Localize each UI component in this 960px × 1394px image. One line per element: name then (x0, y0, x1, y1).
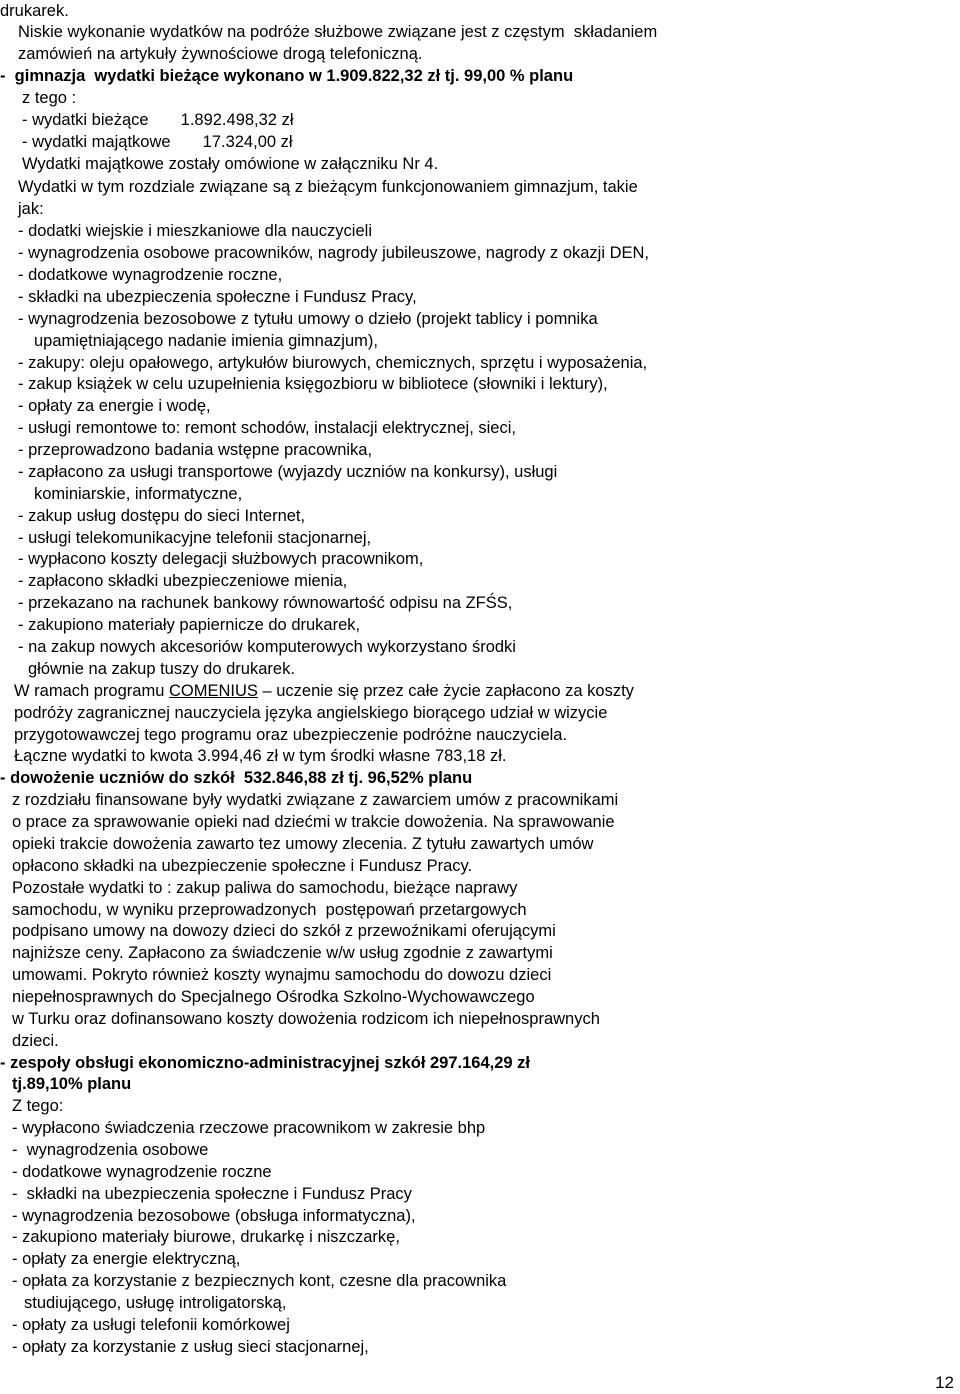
list-item: - zakupy: oleju opałowego, artykułów biurowych, chemicznych, sprzętu i wyposażenia, (18, 354, 648, 372)
list-item: - opłaty za korzystanie z usług sieci stacjonarnej, (12, 1338, 369, 1356)
list-item: - dodatkowe wynagrodzenie roczne, (18, 266, 283, 284)
text-line: o prace za sprawowanie opieki nad dziećmi w trakcie dowożenia. Na sprawowanie (12, 813, 615, 831)
section-heading: - gimnazja wydatki bieżące wykonano w 1.909.822,32 zł tj. 99,00 % planu (0, 67, 574, 85)
list-item: - opłaty za energie i wodę, (18, 397, 211, 415)
section-heading-continuation: tj.89,10% planu (12, 1075, 132, 1093)
text-line: dzieci. (12, 1032, 59, 1050)
list-item: - wynagrodzenia osobowe pracowników, nagrody jubileuszowe, nagrody z okazji DEN, (18, 244, 650, 262)
list-item-continuation: upamiętniającego nadanie imienia gimnazjum), (34, 332, 378, 350)
text-line: - wydatki majątkowe 17.324,00 zł (22, 133, 293, 151)
text-line: - wydatki bieżące 1.892.498,32 zł (22, 111, 294, 129)
section-heading: - zespoły obsługi ekonomiczno-administracyjnej szkół 297.164,29 zł (0, 1054, 531, 1072)
list-item: - przeprowadzono badania wstępne pracownika, (18, 441, 373, 459)
list-item: - zakup usług dostępu do sieci Internet, (18, 507, 306, 525)
page-number: 12 (935, 1373, 954, 1392)
text-line: jak: (18, 200, 44, 218)
list-item: - dodatki wiejskie i mieszkaniowe dla nauczycieli (18, 222, 372, 240)
text-line: najniższe ceny. Zapłacono za świadczenie w/w usług zgodnie z zawartymi (12, 944, 553, 962)
comenius-program: COMENIUS (168, 682, 258, 700)
text-line: Pozostałe wydatki to : zakup paliwa do samochodu, bieżące naprawy (12, 879, 518, 897)
text-line: podróży zagranicznej nauczyciela języka angielskiego biorącego udział w wizycie (14, 704, 608, 722)
text-line: drukarek. (0, 2, 69, 20)
text-line: Wydatki w tym rozdziale związane są z bieżącym funkcjonowaniem gimnazjum, takie (18, 178, 638, 196)
text-line: opieki trakcie dowożenia zawarto tez umowy zlecenia. Z tytułu zawartych umów (12, 835, 594, 853)
list-item: - opłata za korzystanie z bezpiecznych kont, czesne dla pracownika (12, 1272, 507, 1290)
list-item: - wynagrodzenia bezosobowe (obsługa informatyczna), (12, 1207, 416, 1225)
comenius-suffix: – uczenie się przez całe życie zapłacono za koszty (257, 682, 634, 700)
list-item: - wynagrodzenia osobowe (12, 1141, 209, 1159)
comenius-line (14, 680, 634, 702)
list-item: - przekazano na rachunek bankowy równowartość odpisu na ZFŚS, (18, 594, 513, 612)
list-item-continuation: studiującego, usługę introligatorską, (24, 1294, 287, 1312)
comenius-prefix: W ramach programu (14, 682, 169, 700)
text-line: z tego : (22, 89, 77, 107)
text-line: zamówień na artykuły żywnościowe drogą telefoniczną. (18, 45, 423, 63)
list-item: - zapłacono za usługi transportowe (wyjazdy uczniów na konkursy), usługi (18, 463, 558, 481)
text-line: niepełnosprawnych do Specjalnego Ośrodka Szkolno-Wychowawczego (12, 988, 535, 1006)
text-line: samochodu, w wyniku przeprowadzonych postępowań przetargowych (12, 901, 527, 919)
list-item: - usługi telekomunikacyjne telefonii stacjonarnej, (18, 529, 372, 547)
text-line: opłacono składki na ubezpieczenie społeczne i Fundusz Pracy. (12, 857, 473, 875)
list-item-continuation: kominiarskie, informatyczne, (34, 485, 243, 503)
list-item: - zakupiono materiały biurowe, drukarkę i niszczarkę, (12, 1228, 400, 1246)
text-line: Wydatki majątkowe zostały omówione w załączniku Nr 4. (22, 155, 439, 173)
text-line: Niskie wykonanie wydatków na podróże służbowe związane jest z częstym składaniem (18, 23, 658, 41)
list-item: - składki na ubezpieczenia społeczne i Fundusz Pracy (12, 1185, 412, 1203)
list-item: - zakupiono materiały papiernicze do drukarek, (18, 616, 361, 634)
list-item: - na zakup nowych akcesoriów komputerowych wykorzystano środki (18, 638, 516, 656)
list-item: - wynagrodzenia bezosobowe z tytułu umowy o dzieło (projekt tablicy i pomnika (18, 310, 598, 328)
text-line: podpisano umowy na dowozy dzieci do szkół z przewoźnikami oferującymi (12, 922, 556, 940)
text-line: Z tego: (12, 1097, 64, 1115)
list-item: - usługi remontowe to: remont schodów, instalacji elektrycznej, sieci, (18, 419, 516, 437)
list-item: - dodatkowe wynagrodzenie roczne (12, 1163, 272, 1181)
text-line: w Turku oraz dofinansowano koszty dowożenia rodzicom ich niepełnosprawnych (12, 1010, 600, 1028)
list-item: - wypłacono świadczenia rzeczowe pracownikom w zakresie bhp (12, 1119, 486, 1137)
list-item: - składki na ubezpieczenia społeczne i Fundusz Pracy, (18, 288, 417, 306)
list-item: - zapłacono składki ubezpieczeniowe mienia, (18, 572, 348, 590)
list-item-continuation: głównie na zakup tuszy do drukarek. (28, 660, 295, 678)
text-line: Łączne wydatki to kwota 3.994,46 zł w tym środki własne 783,18 zł. (14, 747, 507, 765)
list-item: - wypłacono koszty delegacji służbowych pracownikom, (18, 550, 424, 568)
text-line: umowami. Pokryto również koszty wynajmu samochodu do dowozu dzieci (12, 966, 552, 984)
section-heading: - dowożenie uczniów do szkół 532.846,88 zł tj. 96,52% planu (0, 769, 473, 787)
text-line: przygotowawczej tego programu oraz ubezpieczenie podróżne nauczyciela. (14, 726, 568, 744)
text-line: z rozdziału finansowane były wydatki związane z zawarciem umów z pracownikami (12, 791, 619, 809)
list-item: - opłaty za usługi telefonii komórkowej (12, 1316, 290, 1334)
list-item: - opłaty za energie elektryczną, (12, 1250, 241, 1268)
list-item: - zakup książek w celu uzupełnienia księgozbioru w bibliotece (słowniki i lektury), (18, 375, 608, 393)
